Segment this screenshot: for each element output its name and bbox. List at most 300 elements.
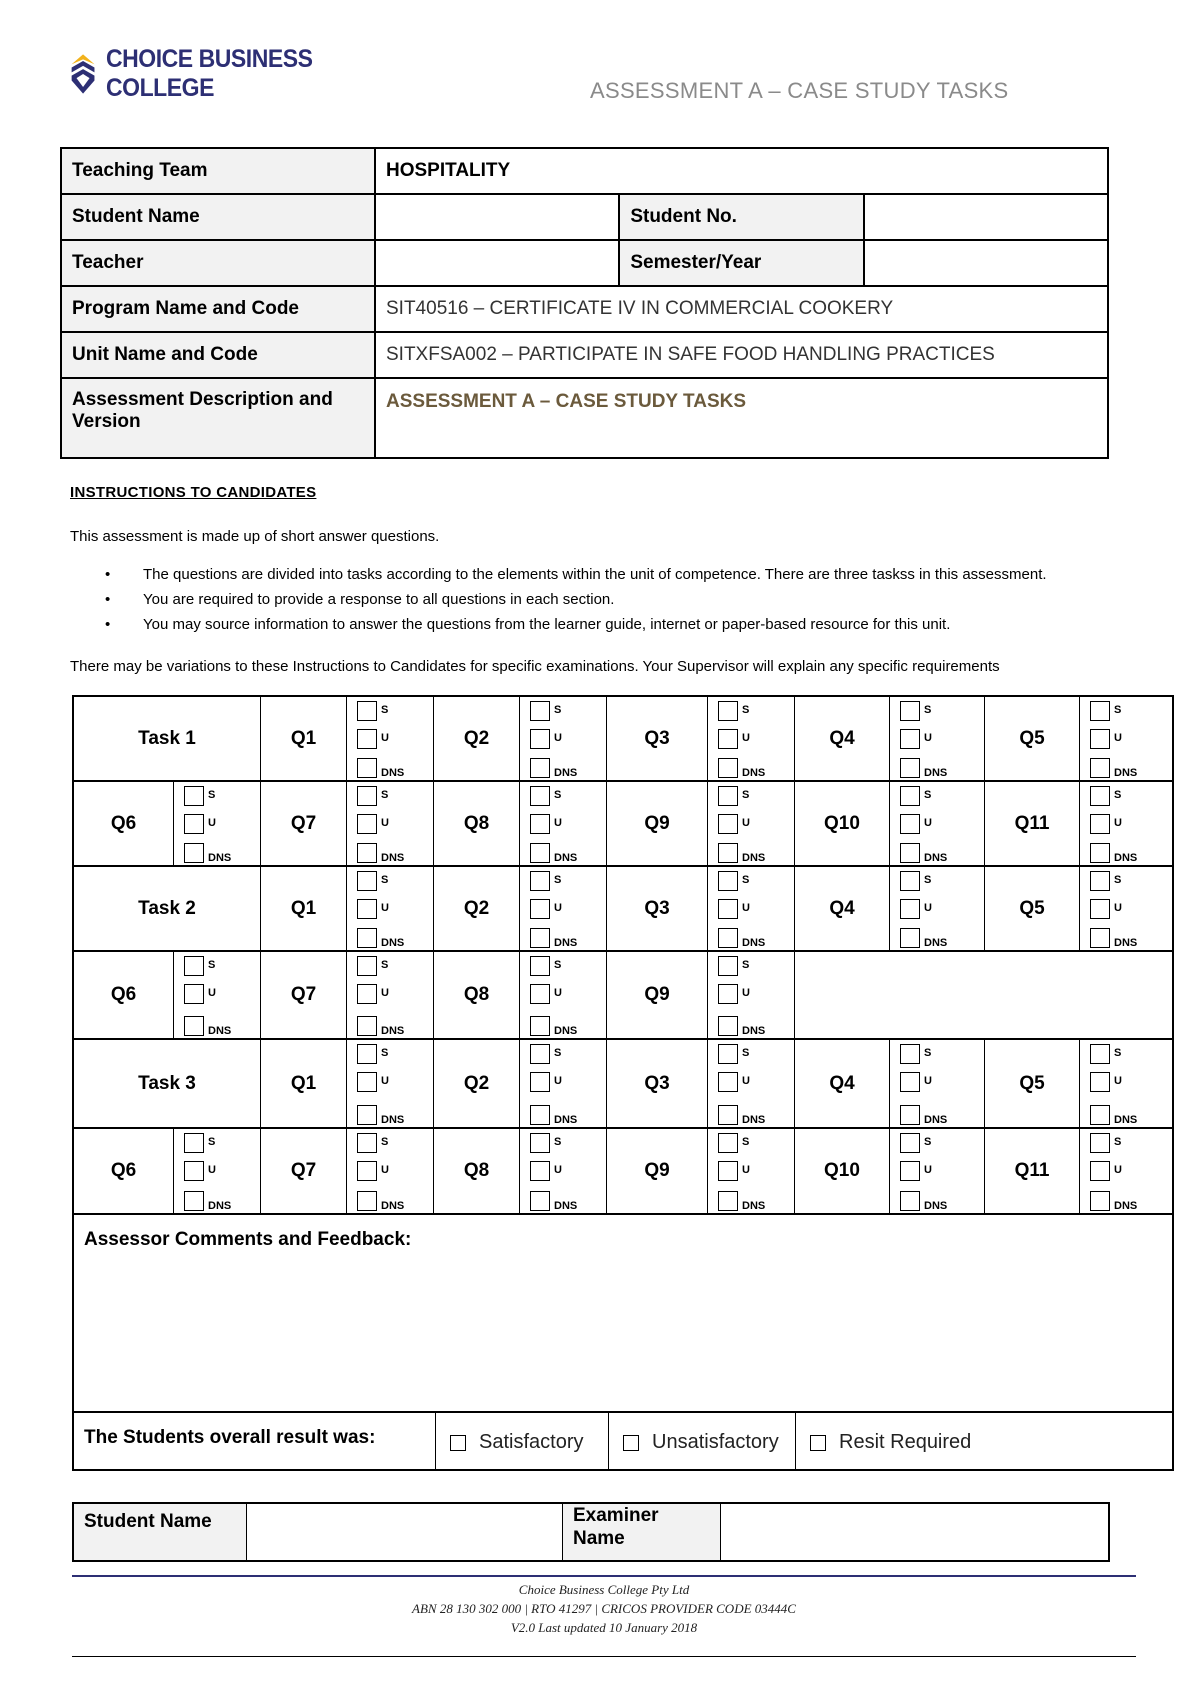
checkbox-s[interactable] (1090, 701, 1110, 721)
checkbox-s[interactable] (900, 1044, 920, 1064)
checkbox-label-dns: DNS (554, 1200, 578, 1212)
checkbox-u[interactable] (530, 1072, 550, 1092)
checkbox-u[interactable] (900, 1161, 920, 1181)
checkbox-s[interactable] (718, 956, 738, 976)
question-label: Q6 (74, 782, 174, 867)
checkbox-label-dns: DNS (1114, 1200, 1138, 1212)
sign-student-name-field[interactable] (247, 1504, 563, 1560)
question-label: Q1 (261, 867, 347, 952)
overall-result-label-cell (74, 1413, 436, 1469)
checkbox-icon[interactable] (450, 1435, 466, 1451)
checkbox-dns[interactable] (718, 928, 738, 948)
checkbox-u[interactable] (184, 1161, 204, 1181)
student-name-label: Student Name (61, 194, 375, 240)
question-label: Q2 (434, 867, 520, 952)
question-label: Q4 (795, 867, 890, 952)
checkbox-u[interactable] (357, 1161, 377, 1181)
checkbox-s[interactable] (718, 701, 738, 721)
question-label: Q5 (985, 1040, 1080, 1129)
checkbox-s[interactable] (718, 1044, 738, 1064)
checkbox-s[interactable] (530, 701, 550, 721)
checkbox-s[interactable] (718, 786, 738, 806)
checkbox-u[interactable] (718, 1161, 738, 1181)
checkbox-label-u: U (381, 1164, 389, 1176)
assessor-comments-section[interactable] (72, 1215, 1174, 1413)
sud-checkbox-group (708, 1040, 795, 1129)
footer-bottom-rule (72, 1656, 1136, 1657)
question-label: Q6 (74, 952, 174, 1040)
sud-checkbox-group (1080, 1129, 1174, 1215)
teaching-team-value[interactable]: HOSPITALITY (375, 148, 1108, 194)
sud-checkbox-group (520, 697, 607, 782)
checkbox-label-u: U (381, 817, 389, 829)
checkbox-s[interactable] (1090, 786, 1110, 806)
unit-value: SITXFSA002 – PARTICIPATE IN SAFE FOOD HANDLING PRACTICES (375, 332, 1108, 378)
footer-divider (72, 1575, 1136, 1577)
program-label: Program Name and Code (61, 286, 375, 332)
sud-checkbox-group (520, 867, 607, 952)
sign-student-label: Student Name (74, 1504, 247, 1560)
checkbox-u[interactable] (184, 814, 204, 834)
sud-checkbox-group (347, 697, 434, 782)
sud-checkbox-group (520, 1129, 607, 1215)
checkbox-label-u: U (381, 902, 389, 914)
checkbox-s[interactable] (357, 1133, 377, 1153)
checkbox-label-u: U (742, 732, 750, 744)
checkbox-label-dns: DNS (208, 852, 232, 864)
checkbox-dns[interactable] (718, 1016, 738, 1036)
result-resit-option[interactable] (796, 1413, 1174, 1469)
checkbox-label-dns: DNS (742, 1025, 766, 1037)
question-label: Q5 (985, 867, 1080, 952)
sud-checkbox-group (174, 782, 261, 867)
checkbox-dns[interactable] (718, 1105, 738, 1125)
checkbox-label-u: U (554, 987, 562, 999)
checkbox-dns[interactable] (530, 843, 550, 863)
sign-examiner-label: Examiner Name (563, 1504, 721, 1560)
instructions-note: There may be variations to these Instructions to Candidates for specific examinations. Your Supervisor will explain any specific requirements (70, 658, 1000, 675)
question-label: Q1 (261, 697, 347, 782)
checkbox-label-u: U (742, 817, 750, 829)
question-label: Q1 (261, 1040, 347, 1129)
checkbox-label-dns: DNS (742, 852, 766, 864)
checkbox-label-dns: DNS (924, 1114, 948, 1126)
student-no-label: Student No. (619, 194, 863, 240)
checkbox-label-u: U (742, 1164, 750, 1176)
question-label: Q3 (607, 697, 708, 782)
marking-grid (72, 695, 1174, 1215)
checkbox-s[interactable] (530, 956, 550, 976)
checkbox-label-s: S (1114, 704, 1122, 716)
student-name-field[interactable] (375, 194, 619, 240)
checkbox-label-dns: DNS (554, 852, 578, 864)
checkbox-label-s: S (1114, 1047, 1122, 1059)
checkbox-label-dns: DNS (208, 1200, 232, 1212)
question-label: Q7 (261, 1129, 347, 1215)
checkbox-label-u: U (924, 902, 932, 914)
checkbox-dns[interactable] (184, 1191, 204, 1211)
checkbox-label-dns: DNS (1114, 1114, 1138, 1126)
checkbox-dns[interactable] (900, 928, 920, 948)
doc-title-prefix: ASSESSMENT A – (590, 78, 788, 103)
checkbox-label-dns: DNS (554, 937, 578, 949)
question-label: Q4 (795, 697, 890, 782)
checkbox-label-u: U (1114, 1075, 1122, 1087)
checkbox-label-u: U (1114, 902, 1122, 914)
question-label: Q5 (985, 697, 1080, 782)
result-satisfactory-option[interactable] (436, 1413, 609, 1469)
checkbox-s[interactable] (184, 786, 204, 806)
checkbox-label-u: U (554, 1075, 562, 1087)
checkbox-s[interactable] (1090, 1133, 1110, 1153)
checkbox-label-s: S (208, 1136, 216, 1148)
checkbox-s[interactable] (1090, 1044, 1110, 1064)
document-title (590, 78, 1009, 104)
sud-checkbox-group (520, 782, 607, 867)
checkbox-dns[interactable] (357, 758, 377, 778)
checkbox-u[interactable] (357, 899, 377, 919)
checkbox-label-dns: DNS (742, 767, 766, 779)
checkbox-s[interactable] (184, 956, 204, 976)
checkbox-label-u: U (742, 987, 750, 999)
checkbox-s[interactable] (530, 1133, 550, 1153)
checkbox-label-s: S (742, 1136, 750, 1148)
teacher-label: Teacher (61, 240, 375, 286)
question-label: Q6 (74, 1129, 174, 1215)
checkbox-u[interactable] (718, 729, 738, 749)
sud-checkbox-group (890, 867, 985, 952)
result-option-label: Resit Required (839, 1431, 972, 1453)
question-label: Q9 (607, 1129, 708, 1215)
checkbox-label-u: U (208, 817, 216, 829)
checkbox-dns[interactable] (184, 1016, 204, 1036)
semester-field[interactable] (864, 240, 1108, 286)
sud-checkbox-group (708, 697, 795, 782)
student-no-field[interactable] (864, 194, 1108, 240)
checkbox-label-dns: DNS (742, 1200, 766, 1212)
checkbox-dns[interactable] (357, 843, 377, 863)
checkbox-u[interactable] (1090, 729, 1110, 749)
checkbox-dns[interactable] (530, 1016, 550, 1036)
checkbox-s[interactable] (718, 871, 738, 891)
checkbox-label-dns: DNS (1114, 767, 1138, 779)
instructions-intro: This assessment is made up of short answer questions. (70, 528, 440, 545)
checkbox-dns[interactable] (900, 758, 920, 778)
question-label: Q9 (607, 782, 708, 867)
checkbox-u[interactable] (900, 814, 920, 834)
checkbox-u[interactable] (357, 814, 377, 834)
checkbox-label-s: S (554, 874, 562, 886)
task-label: Task 2 (74, 867, 261, 952)
logo-text: CHOICE BUSINESS COLLEGE (106, 45, 313, 102)
sud-checkbox-group (890, 697, 985, 782)
checkbox-label-dns: DNS (554, 1025, 578, 1037)
checkbox-label-dns: DNS (208, 1025, 232, 1037)
task-label: Task 3 (74, 1040, 261, 1129)
question-label: Q2 (434, 1040, 520, 1129)
checkbox-label-u: U (924, 1075, 932, 1087)
teaching-team-label: Teaching Team (61, 148, 375, 194)
checkbox-dns[interactable] (1090, 1105, 1110, 1125)
checkbox-label-u: U (924, 732, 932, 744)
checkbox-label-u: U (1114, 1164, 1122, 1176)
question-label: Q8 (434, 1129, 520, 1215)
checkbox-dns[interactable] (357, 1191, 377, 1211)
checkbox-label-s: S (381, 1047, 389, 1059)
teacher-field[interactable] (375, 240, 619, 286)
result-option-label: Satisfactory (479, 1431, 584, 1453)
checkbox-s[interactable] (530, 1044, 550, 1064)
question-label: Q3 (607, 867, 708, 952)
checkbox-label-dns: DNS (381, 1025, 405, 1037)
question-label: Q8 (434, 952, 520, 1040)
checkbox-s[interactable] (530, 871, 550, 891)
checkbox-u[interactable] (530, 1161, 550, 1181)
checkbox-s[interactable] (1090, 871, 1110, 891)
checkbox-label-dns: DNS (924, 852, 948, 864)
program-value: SIT40516 – CERTIFICATE IV IN COMMERCIAL COOKERY (375, 286, 1108, 332)
sud-checkbox-group (890, 782, 985, 867)
checkbox-icon[interactable] (810, 1435, 826, 1451)
checkbox-u[interactable] (900, 1072, 920, 1092)
sud-checkbox-group (1080, 697, 1174, 782)
checkbox-s[interactable] (900, 701, 920, 721)
question-label: Q9 (607, 952, 708, 1040)
sud-checkbox-group (708, 952, 795, 1040)
checkbox-label-u: U (742, 1075, 750, 1087)
checkbox-label-dns: DNS (381, 767, 405, 779)
checkbox-dns[interactable] (357, 1105, 377, 1125)
sud-checkbox-group (347, 782, 434, 867)
question-label: Q7 (261, 782, 347, 867)
checkbox-label-s: S (381, 1136, 389, 1148)
checkbox-s[interactable] (357, 786, 377, 806)
checkbox-u[interactable] (357, 729, 377, 749)
question-label: Q10 (795, 1129, 890, 1215)
checkbox-u[interactable] (357, 984, 377, 1004)
checkbox-s[interactable] (357, 956, 377, 976)
checkbox-label-s: S (554, 959, 562, 971)
checkbox-label-s: S (208, 959, 216, 971)
checkbox-label-u: U (554, 817, 562, 829)
checkbox-label-dns: DNS (1114, 937, 1138, 949)
checkbox-dns[interactable] (900, 843, 920, 863)
checkbox-label-s: S (554, 1136, 562, 1148)
question-label: Q3 (607, 1040, 708, 1129)
checkbox-dns[interactable] (530, 758, 550, 778)
college-logo (70, 46, 390, 102)
checkbox-label-s: S (924, 704, 932, 716)
checkbox-label-s: S (924, 874, 932, 886)
sud-checkbox-group (890, 1040, 985, 1129)
sign-examiner-name-field[interactable] (721, 1504, 1108, 1560)
result-unsatisfactory-option[interactable] (609, 1413, 796, 1469)
checkbox-label-s: S (1114, 874, 1122, 886)
checkbox-u[interactable] (184, 984, 204, 1004)
checkbox-label-dns: DNS (554, 767, 578, 779)
checkbox-label-dns: DNS (381, 937, 405, 949)
checkbox-label-s: S (554, 1047, 562, 1059)
checkbox-label-dns: DNS (742, 937, 766, 949)
checkbox-label-dns: DNS (924, 767, 948, 779)
checkbox-dns[interactable] (530, 928, 550, 948)
checkbox-u[interactable] (718, 814, 738, 834)
question-label: Q2 (434, 697, 520, 782)
checkbox-u[interactable] (900, 899, 920, 919)
checkbox-label-u: U (381, 987, 389, 999)
checkbox-label-dns: DNS (742, 1114, 766, 1126)
sud-checkbox-group (347, 1040, 434, 1129)
checkbox-dns[interactable] (357, 1016, 377, 1036)
unit-label: Unit Name and Code (61, 332, 375, 378)
checkbox-label-s: S (924, 789, 932, 801)
checkbox-label-dns: DNS (381, 1114, 405, 1126)
sud-checkbox-group (520, 952, 607, 1040)
checkbox-dns[interactable] (900, 1105, 920, 1125)
semester-label: Semester/Year (619, 240, 863, 286)
checkbox-s[interactable] (357, 871, 377, 891)
checkbox-dns[interactable] (718, 758, 738, 778)
checkbox-label-u: U (924, 817, 932, 829)
checkbox-label-s: S (742, 1047, 750, 1059)
checkbox-label-dns: DNS (924, 1200, 948, 1212)
question-label: Q8 (434, 782, 520, 867)
checkbox-dns[interactable] (1090, 758, 1110, 778)
footer-registration: ABN 28 130 302 000 | RTO 41297 | CRICOS PROVIDER CODE 03444C (412, 1601, 796, 1616)
checkbox-label-s: S (381, 704, 389, 716)
checkbox-s[interactable] (184, 1133, 204, 1153)
checkbox-icon[interactable] (623, 1435, 639, 1451)
checkbox-u[interactable] (530, 814, 550, 834)
result-option-label: Unsatisfactory (652, 1431, 779, 1453)
sud-checkbox-group (1080, 1040, 1174, 1129)
checkbox-label-u: U (208, 987, 216, 999)
checkbox-dns[interactable] (718, 843, 738, 863)
checkbox-s[interactable] (357, 701, 377, 721)
checkbox-s[interactable] (718, 1133, 738, 1153)
instruction-bullet: • You are required to provide a response to all questions in each section. (105, 591, 1047, 616)
checkbox-label-s: S (742, 789, 750, 801)
checkbox-label-s: S (924, 1047, 932, 1059)
checkbox-label-dns: DNS (381, 852, 405, 864)
checkbox-label-dns: DNS (1114, 852, 1138, 864)
sud-checkbox-group (708, 867, 795, 952)
signoff-table (72, 1502, 1110, 1562)
task-label: Task 1 (74, 697, 261, 782)
footer-company: Choice Business College Pty Ltd (518, 1582, 690, 1597)
checkbox-label-s: S (381, 959, 389, 971)
instruction-bullet: • You may source information to answer the questions from the learner guide, internet or paper-based resource for this unit. (105, 616, 1047, 641)
checkbox-s[interactable] (900, 871, 920, 891)
sud-checkbox-group (1080, 782, 1174, 867)
checkbox-u[interactable] (900, 729, 920, 749)
question-label: Q7 (261, 952, 347, 1040)
checkbox-u[interactable] (530, 729, 550, 749)
checkbox-s[interactable] (900, 786, 920, 806)
sud-checkbox-group (347, 1129, 434, 1215)
checkbox-s[interactable] (900, 1133, 920, 1153)
checkbox-dns[interactable] (357, 928, 377, 948)
student-details-table (60, 147, 1109, 459)
overall-result-row (72, 1411, 1174, 1471)
checkbox-dns[interactable] (530, 1191, 550, 1211)
checkbox-label-s: S (381, 789, 389, 801)
checkbox-dns[interactable] (1090, 1191, 1110, 1211)
checkbox-u[interactable] (530, 899, 550, 919)
sud-checkbox-group (1080, 867, 1174, 952)
checkbox-label-u: U (208, 1164, 216, 1176)
checkbox-dns[interactable] (900, 1191, 920, 1211)
assessor-comments-heading: Assessor Comments and Feedback: (84, 1229, 412, 1250)
checkbox-s[interactable] (357, 1044, 377, 1064)
college-shield-icon (70, 48, 96, 100)
checkbox-label-u: U (554, 902, 562, 914)
checkbox-label-u: U (1114, 817, 1122, 829)
checkbox-label-s: S (742, 874, 750, 886)
checkbox-label-s: S (924, 1136, 932, 1148)
checkbox-u[interactable] (718, 899, 738, 919)
sud-checkbox-group (890, 1129, 985, 1215)
checkbox-u[interactable] (1090, 1161, 1110, 1181)
checkbox-label-s: S (1114, 1136, 1122, 1148)
checkbox-u[interactable] (1090, 1072, 1110, 1092)
checkbox-label-u: U (742, 902, 750, 914)
checkbox-label-s: S (1114, 789, 1122, 801)
checkbox-dns[interactable] (1090, 843, 1110, 863)
assessment-label: Assessment Description and Version (61, 378, 375, 458)
checkbox-label-s: S (381, 874, 389, 886)
checkbox-label-s: S (554, 704, 562, 716)
sud-checkbox-group (174, 1129, 261, 1215)
instructions-list (105, 566, 1047, 641)
checkbox-u[interactable] (1090, 899, 1110, 919)
checkbox-dns[interactable] (1090, 928, 1110, 948)
checkbox-u[interactable] (357, 1072, 377, 1092)
checkbox-u[interactable] (718, 984, 738, 1004)
checkbox-label-u: U (1114, 732, 1122, 744)
checkbox-label-dns: DNS (381, 1200, 405, 1212)
checkbox-label-u: U (924, 1164, 932, 1176)
checkbox-dns[interactable] (718, 1191, 738, 1211)
question-label: Q10 (795, 782, 890, 867)
sud-checkbox-group (708, 1129, 795, 1215)
checkbox-u[interactable] (718, 1072, 738, 1092)
checkbox-label-u: U (381, 1075, 389, 1087)
checkbox-dns[interactable] (184, 843, 204, 863)
instruction-bullet: • The questions are divided into tasks according to the elements within the unit of competence. There are three taskss in this assessment. (105, 566, 1047, 591)
checkbox-u[interactable] (530, 984, 550, 1004)
checkbox-s[interactable] (530, 786, 550, 806)
sud-checkbox-group (520, 1040, 607, 1129)
checkbox-dns[interactable] (530, 1105, 550, 1125)
sud-checkbox-group (347, 952, 434, 1040)
empty-cell (795, 952, 1174, 1040)
checkbox-label-dns: DNS (924, 937, 948, 949)
checkbox-label-dns: DNS (554, 1114, 578, 1126)
instructions-heading: INSTRUCTIONS TO CANDIDATES (70, 484, 317, 501)
sud-checkbox-group (174, 952, 261, 1040)
checkbox-u[interactable] (1090, 814, 1110, 834)
checkbox-label-u: U (381, 732, 389, 744)
checkbox-label-u: U (554, 1164, 562, 1176)
doc-title-suffix: CASE STUDY TASKS (787, 78, 1009, 103)
question-label: Q4 (795, 1040, 890, 1129)
question-label: Q11 (985, 782, 1080, 867)
question-label: Q11 (985, 1129, 1080, 1215)
sud-checkbox-group (347, 867, 434, 952)
checkbox-label-s: S (554, 789, 562, 801)
sud-checkbox-group (708, 782, 795, 867)
